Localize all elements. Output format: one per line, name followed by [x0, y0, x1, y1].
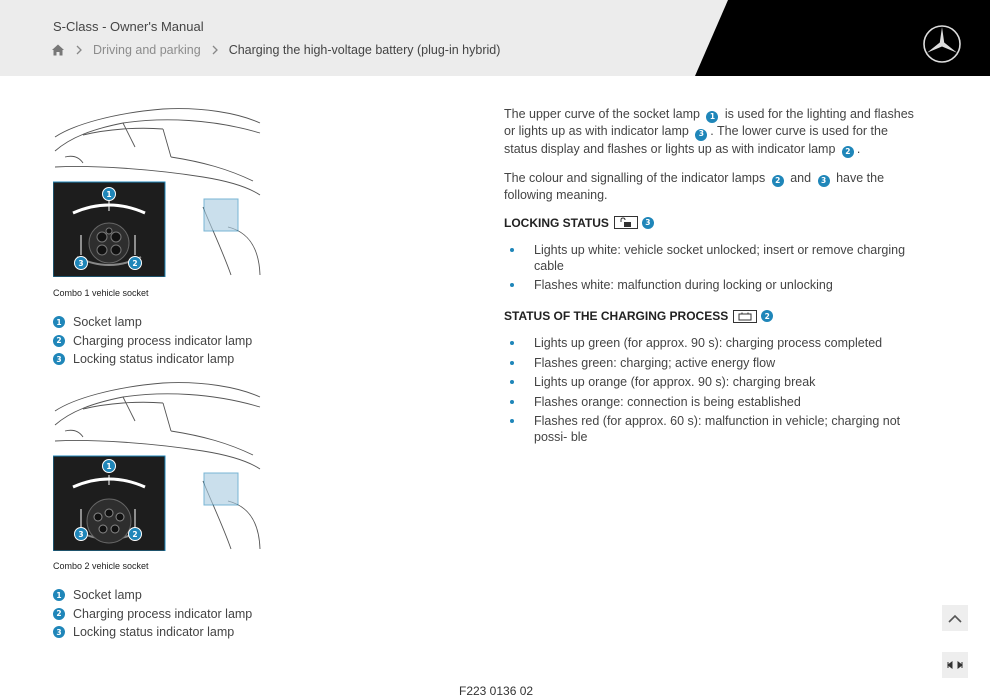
locking-status-list — [504, 242, 924, 294]
text: The upper curve of the socket lamp — [504, 107, 700, 121]
socket-lamp-paragraph — [504, 106, 924, 158]
figure2-caption: Combo 2 vehicle socket — [53, 561, 149, 571]
legend-label: Locking status indicator lamp — [73, 625, 235, 640]
legend-item — [53, 586, 252, 605]
combo1-socket-illustration — [53, 107, 263, 277]
callout-2: 2 — [128, 527, 142, 541]
legend-number: 3 — [53, 626, 65, 638]
lock-open-icon — [614, 216, 638, 229]
combo2-socket-illustration — [53, 381, 263, 551]
chevron-up-icon — [948, 614, 962, 623]
legend-label: Socket lamp — [73, 588, 142, 603]
list-item: Flashes orange: connection is being established — [504, 394, 924, 410]
manual-title: S-Class - Owner's Manual — [53, 19, 204, 34]
locking-status-heading — [504, 216, 924, 230]
list-item: Lights up white: vehicle socket unlocked; insert or remove charging cable — [504, 242, 924, 274]
number-badge: 3 — [642, 217, 654, 229]
figure-code: F223 0136 02 — [459, 684, 534, 698]
home-icon[interactable] — [51, 43, 65, 57]
number-badge: 2 — [761, 310, 773, 322]
number-badge: 3 — [818, 175, 830, 187]
legend-label: Locking status indicator lamp — [73, 352, 235, 367]
number-badge: 3 — [695, 129, 707, 141]
chevron-right-icon — [65, 43, 93, 58]
callout-1: 1 — [102, 187, 116, 201]
legend-label: Charging process indicator lamp — [73, 606, 253, 621]
text: and — [790, 170, 812, 185]
callout-3: 3 — [74, 527, 88, 541]
legend-number: 3 — [53, 353, 65, 365]
list-item: Flashes white: malfunction during locking or unlocking — [504, 277, 924, 293]
page-nav-icon — [947, 660, 963, 670]
page-nav-button[interactable] — [942, 652, 968, 678]
mercedes-star-logo[interactable] — [922, 24, 962, 64]
charging-status-list — [504, 335, 924, 445]
breadcrumb-driving-and-parking[interactable]: Driving and parking — [93, 43, 201, 57]
callout-2: 2 — [128, 256, 142, 270]
legend-item — [53, 623, 252, 642]
heading-text: LOCKING STATUS — [504, 215, 609, 230]
text: . — [856, 141, 861, 156]
figure2-legend — [53, 586, 252, 642]
list-item: Flashes green: charging; active energy flow — [504, 355, 924, 371]
heading-text: STATUS OF THE CHARGING PROCESS — [504, 309, 729, 323]
chevron-right-icon — [201, 43, 229, 58]
content-column — [504, 106, 924, 461]
figure1-caption: Combo 1 vehicle socket — [53, 288, 149, 298]
legend-label: Charging process indicator lamp — [73, 333, 253, 348]
legend-label: Socket lamp — [73, 315, 142, 330]
indicator-meaning-paragraph — [504, 170, 924, 204]
charging-status-heading — [504, 309, 924, 323]
figure1-legend — [53, 313, 252, 369]
list-item: Lights up green (for approx. 90 s): charging process completed — [504, 335, 924, 351]
scroll-to-top-button[interactable] — [942, 605, 968, 631]
breadcrumb-current-page: Charging the high-voltage battery (plug-in hybrid) — [228, 43, 501, 57]
legend-item — [53, 350, 252, 369]
callout-1: 1 — [102, 459, 116, 473]
legend-item — [53, 332, 252, 351]
list-item: Flashes red (for approx. 60 s): malfunction in vehicle; charging not possi- ble — [504, 413, 924, 445]
legend-number: 2 — [53, 335, 65, 347]
legend-item — [53, 313, 252, 332]
legend-number: 1 — [53, 316, 65, 328]
text: is used for the lighting and flashes or lights up as with indicator lamp — [504, 107, 914, 139]
number-badge: 2 — [772, 175, 784, 187]
number-badge: 2 — [842, 146, 854, 158]
breadcrumb — [51, 41, 500, 59]
legend-item — [53, 605, 252, 624]
text: have the following meaning. — [504, 170, 885, 202]
list-item: Lights up orange (for approx. 90 s): charging break — [504, 374, 924, 390]
text: The colour and signalling of the indicator lamps — [504, 170, 766, 185]
text: . The lower curve is used for the status display and flashes or lights up as with indicator lamp — [504, 124, 888, 156]
battery-icon — [733, 310, 757, 323]
legend-number: 2 — [53, 608, 65, 620]
callout-3: 3 — [74, 256, 88, 270]
number-badge: 1 — [706, 111, 718, 123]
legend-number: 1 — [53, 589, 65, 601]
header-bar — [0, 0, 990, 76]
